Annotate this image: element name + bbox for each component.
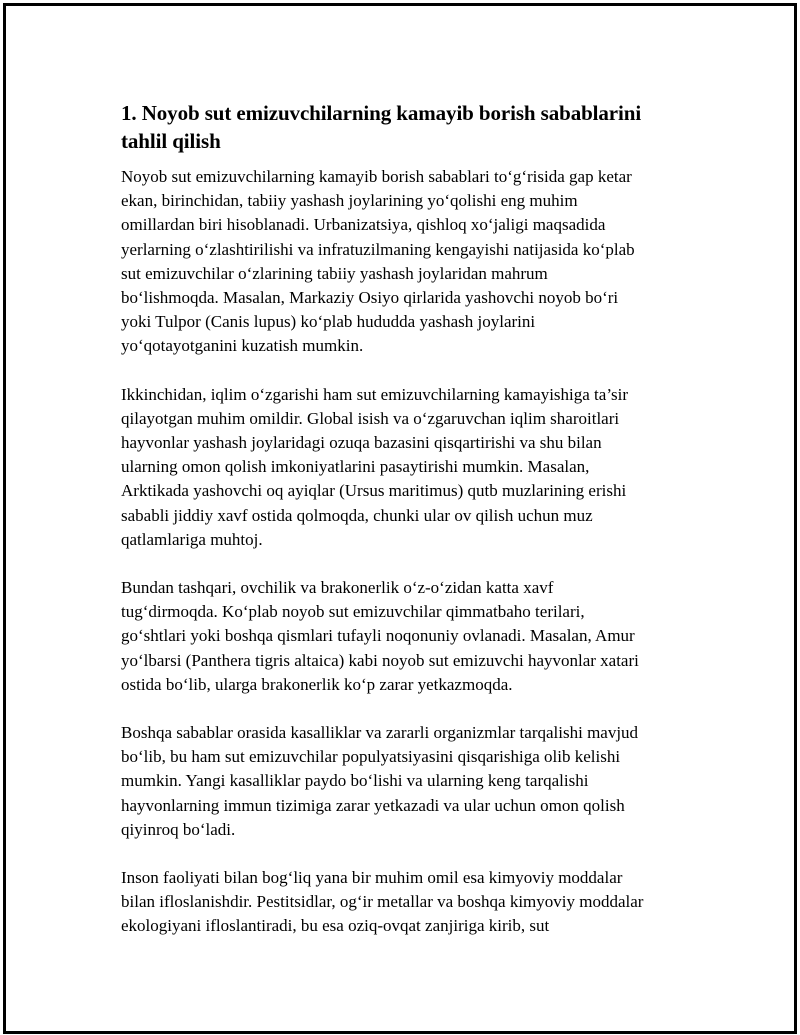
- heading-line: 1. Noyob sut emizuvchilarning kamayib borish sabablarini: [121, 101, 642, 125]
- text-line: mumkin. Yangi kasalliklar paydo bo‘lishi va ularning keng tarqalishi: [121, 771, 589, 791]
- text-line: Boshqa sabablar orasida kasalliklar va zararli organizmlar tarqalishi mavjud: [121, 723, 639, 743]
- text-line: tug‘dirmoqda. Ko‘plab noyob sut emizuvchilar qimmatbaho terilari,: [121, 602, 585, 622]
- paragraph-pollution: [121, 866, 701, 939]
- text-line: ostida bo‘lib, ularga brakonerlik ko‘p zarar yetkazmoqda.: [121, 674, 513, 694]
- paragraph-climate-change: [121, 383, 701, 552]
- text-line: qilayotgan muhim omildir. Global isish va o‘zgaruvchan iqlim sharoitlari: [121, 408, 620, 428]
- text-line: sut emizuvchilar o‘zlarining tabiiy yashash joylaridan mahrum: [121, 263, 548, 283]
- text-line: Inson faoliyati bilan bog‘liq yana bir muhim omil esa kimyoviy moddalar: [121, 868, 623, 888]
- heading-line: tahlil qilish: [121, 129, 221, 153]
- text-line: hayvonlar yashash joylaridagi ozuqa bazasini qisqartirishi va shu bilan: [121, 433, 602, 453]
- text-line: ekologiyani ifloslantiradi, bu esa oziq-ovqat zanjiriga kirib, sut: [121, 916, 550, 936]
- page-frame: [3, 3, 797, 1034]
- text-line: qiyinroq bo‘ladi.: [121, 819, 236, 839]
- text-line: bilan ifloslanishdir. Pestitsidlar, og‘ir metallar va boshqa kimyoviy moddalar: [121, 892, 644, 912]
- text-line: ularning omon qolish imkoniyatlarini pasaytirishi mumkin. Masalan,: [121, 457, 590, 477]
- text-line: yo‘lbarsi (Panthera tigris altaica) kabi noyob sut emizuvchi hayvonlar xatari: [121, 650, 639, 670]
- text-line: sababli jiddiy xavf ostida qolmoqda, chunki ular ov qilish uchun muz: [121, 505, 593, 525]
- text-line: yoki Tulpor (Canis lupus) ko‘plab hududda yashash joylarini: [121, 312, 536, 332]
- text-line: Arktikada yashovchi oq ayiqlar (Ursus maritimus) qutb muzlarining erishi: [121, 481, 627, 501]
- document-body: [121, 99, 701, 963]
- paragraph-habitat-loss: [121, 165, 701, 359]
- paragraph-diseases: [121, 721, 701, 842]
- text-line: omillardan biri hisoblanadi. Urbanizatsiya, qishloq xo‘jaligi maqsadida: [121, 215, 606, 235]
- text-line: bo‘lishmoqda. Masalan, Markaziy Osiyo qirlarida yashovchi noyob bo‘ri: [121, 288, 619, 308]
- section-heading: [121, 99, 701, 155]
- text-line: yo‘qotayotganini kuzatish mumkin.: [121, 336, 364, 356]
- text-line: Noyob sut emizuvchilarning kamayib borish sabablari to‘g‘risida gap ketar: [121, 167, 632, 186]
- text-line: Ikkinchidan, iqlim o‘zgarishi ham sut emizuvchilarning kamayishiga ta’sir: [121, 384, 629, 404]
- text-line: bo‘lib, bu ham sut emizuvchilar populyatsiyasini qisqarishiga olib kelishi: [121, 747, 621, 767]
- text-line: qatlamlariga muhtoj.: [121, 529, 263, 549]
- text-line: yerlarning o‘zlashtirilishi va infratuzilmaning kengayishi natijasida ko‘plab: [121, 239, 635, 259]
- paragraph-poaching: [121, 576, 701, 697]
- text-line: hayvonlarning immun tizimiga zarar yetkazadi va ular uchun omon qolish: [121, 795, 625, 815]
- text-line: Bundan tashqari, ovchilik va brakonerlik o‘z-o‘zidan katta xavf: [121, 578, 554, 598]
- text-line: ekan, birinchidan, tabiiy yashash joylarining yo‘qolishi eng muhim: [121, 191, 578, 211]
- text-line: go‘shtlari yoki boshqa qismlari tufayli noqonuniy ovlanadi. Masalan, Amur: [121, 626, 635, 646]
